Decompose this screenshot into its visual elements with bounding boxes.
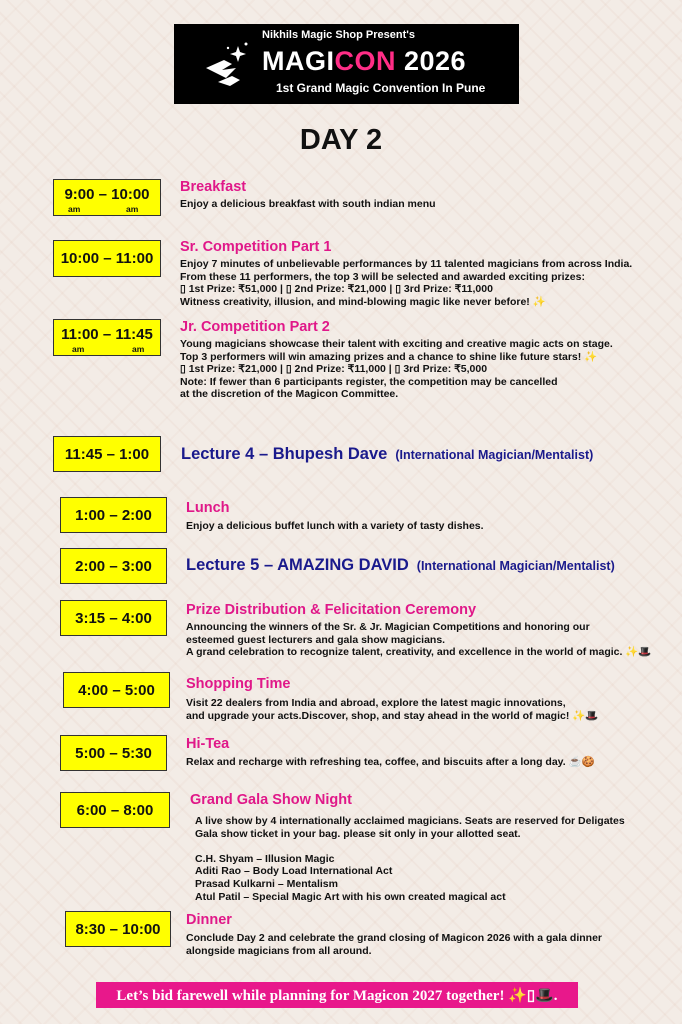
breakfast-desc [180, 198, 436, 211]
note-line: Note: If fewer than 6 participants register, the competition may be cancelled [180, 375, 558, 388]
desc-line: Announcing the winners of the Sr. & Jr. Magician Competitions and honoring our [186, 621, 590, 633]
desc-line: and upgrade your acts.Discover, shop, and stay ahead in the world of magic! ✨🎩 [186, 709, 599, 722]
sr-competition-desc [180, 258, 632, 308]
time-text: 8:30 – 10:00 [75, 920, 161, 938]
desc-line: Conclude Day 2 and celebrate the grand closing of Magicon 2026 with a gala dinner [186, 932, 603, 944]
time-text: 1:00 – 2:00 [75, 506, 152, 524]
time-text: 5:00 – 5:30 [75, 744, 152, 762]
lecture-5-subtitle: (International Magician/Mentalist) [416, 559, 615, 573]
time-badge-gala-show [60, 792, 170, 828]
desc-line: Young magicians showcase their talent with exciting and creative magic acts on stage. [180, 338, 613, 350]
time-text: 9:00 – 10:00 [64, 186, 150, 203]
am-label: am [126, 204, 139, 214]
prize-line: ▯ 1st Prize: ₹21,000 | ▯ 2nd Prize: ₹11,000 | ▯ 3rd Prize: ₹5,000 [180, 363, 488, 376]
sr-competition-title: Sr. Competition Part 1 [180, 239, 332, 255]
jr-competition-desc [180, 338, 613, 401]
am-label: am [68, 204, 81, 214]
breakfast-title: Breakfast [180, 179, 247, 195]
time-badge-lunch [60, 497, 167, 533]
desc-line: Visit 22 dealers from India and abroad, explore the latest magic innovations, [186, 697, 566, 709]
banner-title-year: 2026 [396, 46, 467, 76]
time-badge-lecture-5 [60, 548, 167, 584]
banner-presents: Nikhils Magic Shop Present's [262, 29, 415, 41]
desc-line: Enjoy a delicious breakfast with south indian menu [180, 198, 436, 210]
time-text: 11:45 – 1:00 [64, 445, 150, 463]
time-badge-lecture-4 [53, 436, 161, 472]
performer-line: Atul Patil – Special Magic Art with his own created magical act [195, 890, 506, 903]
desc-line: A grand celebration to recognize talent, creativity, and excellence in the world of magic. ✨🎩 [186, 646, 652, 659]
magician-hands-logo-icon [202, 38, 252, 92]
desc-spacer [195, 840, 625, 853]
banner-title-con: CON [334, 46, 396, 76]
day-title: DAY 2 [299, 124, 383, 156]
time-text: 6:00 – 8:00 [76, 801, 154, 819]
desc-line: alongside magicians from all around. [186, 944, 372, 957]
time-text: 2:00 – 3:00 [75, 557, 152, 575]
lecture-4-title [181, 445, 593, 464]
lecture-5-title [186, 556, 615, 575]
shopping-title: Shopping Time [186, 676, 291, 692]
time-badge-prize-distribution [60, 600, 167, 636]
banner-title-magi: MAGI [262, 46, 335, 76]
desc-line: Top 3 performers will win amazing prizes and a chance to shine like future stars! ✨ [180, 350, 598, 363]
time-text: 4:00 – 5:00 [78, 681, 155, 699]
desc-line: A live show by 4 internationally acclaimed magicians. Seats are reserved for Deligates [195, 815, 625, 827]
banner-subtitle: 1st Grand Magic Convention In Pune [276, 81, 486, 95]
desc-line: esteemed guest lecturers and gala show magicians. [186, 633, 446, 646]
prize-distribution-title: Prize Distribution & Felicitation Ceremony [186, 602, 477, 618]
time-badge-hi-tea [60, 735, 167, 771]
dinner-title: Dinner [186, 912, 232, 928]
time-badge-breakfast [53, 179, 161, 216]
time-text: 11:00 – 11:45 [61, 326, 153, 343]
time-text: 10:00 – 11:00 [60, 250, 154, 267]
hi-tea-desc [186, 756, 595, 769]
performer-line: C.H. Shyam – Illusion Magic [195, 852, 335, 865]
gala-show-desc [195, 815, 625, 903]
farewell-banner: Let’s bid farewell while planning for Magicon 2027 together! ✨▯🎩. [96, 982, 578, 1008]
event-banner [174, 24, 519, 104]
time-badge-shopping [63, 672, 170, 708]
lecture-4-subtitle: (International Magician/Mentalist) [395, 448, 594, 462]
performer-line: Aditi Rao – Body Load International Act [195, 865, 393, 878]
lunch-desc [186, 520, 484, 533]
prize-line: ▯ 1st Prize: ₹51,000 | ▯ 2nd Prize: ₹21,000 | ▯ 3rd Prize: ₹11,000 [180, 283, 493, 296]
desc-line: Gala show ticket in your bag. please sit only in your allotted seat. [195, 827, 521, 840]
am-label: am [72, 344, 85, 354]
lecture-4-name: Lecture 4 – Bhupesh Dave [181, 445, 388, 463]
hi-tea-title: Hi-Tea [186, 736, 230, 752]
desc-line: From these 11 performers, the top 3 will be selected and awarded exciting prizes: [180, 270, 585, 283]
gala-show-title: Grand Gala Show Night [190, 792, 352, 808]
dinner-desc [186, 932, 602, 957]
lecture-5-name: Lecture 5 – AMAZING DAVID [186, 556, 409, 574]
desc-line: Relax and recharge with refreshing tea, coffee, and biscuits after a long day. ☕🍪 [186, 756, 595, 768]
prize-distribution-desc [186, 621, 652, 659]
time-badge-jr-competition [53, 319, 161, 356]
note-line: at the discretion of the Magicon Committee. [180, 388, 399, 401]
desc-line: Enjoy 7 minutes of unbelievable performances by 11 talented magicians from across India. [180, 258, 633, 270]
jr-competition-title: Jr. Competition Part 2 [180, 319, 330, 335]
lunch-title: Lunch [186, 500, 230, 516]
time-badge-sr-competition [53, 240, 161, 277]
desc-line: Witness creativity, illusion, and mind-blowing magic like never before! ✨ [180, 295, 546, 308]
performer-line: Prasad Kulkarni – Mentalism [195, 877, 338, 890]
shopping-desc [186, 697, 598, 722]
time-badge-dinner [65, 911, 171, 947]
time-text: 3:15 – 4:00 [75, 609, 152, 627]
desc-line: Enjoy a delicious buffet lunch with a variety of tasty dishes. [186, 520, 484, 532]
am-label: am [132, 344, 145, 354]
banner-title [262, 46, 466, 77]
